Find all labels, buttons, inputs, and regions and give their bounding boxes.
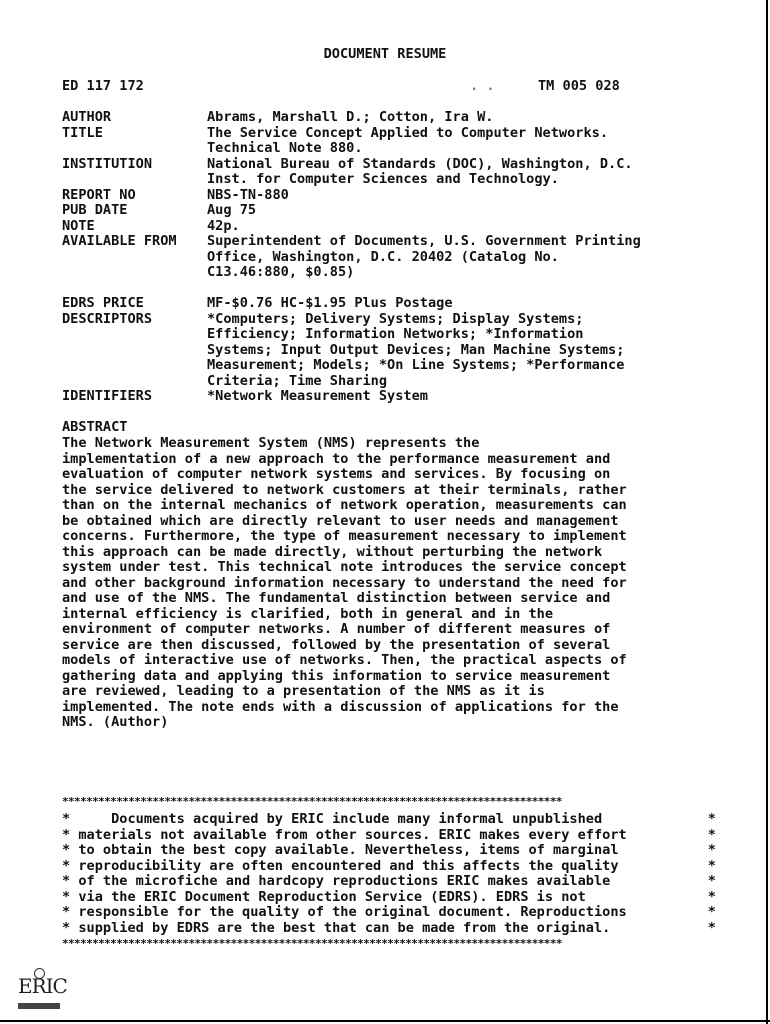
field-label: DESCRIPTORS <box>62 310 153 327</box>
field-value: *Computers; Delivery Systems; Display Systems; Efficiency; Information Networks; *Information Systems; Input Output Devices; Man Machine Systems; Measurement; Models; *On Line Systems; *Performance Criteria; Time Sharing <box>207 310 625 389</box>
abstract-heading: ABSTRACT <box>62 419 128 435</box>
reproduction-notice <box>62 812 716 936</box>
field-author <box>62 110 752 126</box>
field-label: NOTE <box>62 217 95 234</box>
field-label: INSTITUTION <box>62 155 153 172</box>
field-value: MF-$0.76 HC-$1.95 Plus Postage <box>207 295 453 311</box>
notice-line: * Documents acquired by ERIC include many informal unpublished * <box>62 811 716 827</box>
notice-border-top: *********************************************************************************** <box>62 795 562 808</box>
eric-logo <box>14 968 66 1014</box>
field-identifiers <box>62 389 752 405</box>
notice-line: * supplied by EDRS are the best that can be made from the original. * <box>62 919 716 936</box>
notice-line: * via the ERIC Document Reproduction Service (EDRS). EDRS is not * <box>62 888 716 905</box>
field-institution <box>62 157 752 188</box>
scan-specks: . . <box>470 78 495 94</box>
notice-line: * of the microfiche and hardcopy reproductions ERIC makes available * <box>62 873 716 889</box>
field-label: AVAILABLE FROM <box>62 233 177 249</box>
field-value: *Network Measurement System <box>207 388 428 404</box>
tm-number: TM 005 028 <box>538 78 620 94</box>
notice-line: * materials not available from other sources. ERIC makes every effort * <box>62 826 716 843</box>
field-value: 42p. <box>207 217 240 234</box>
field-value: The Service Concept Applied to Computer Networks. Technical Note 880. <box>207 124 609 156</box>
page-edge-right <box>766 0 768 1024</box>
field-label: IDENTIFIERS <box>62 388 153 404</box>
field-value: NBS-TN-880 <box>207 186 289 203</box>
logo-bar <box>18 1003 60 1009</box>
field-label: AUTHOR <box>62 109 112 125</box>
field-edrs-price <box>62 296 752 312</box>
field-label: EDRS PRICE <box>62 295 144 311</box>
field-note <box>62 219 752 235</box>
field-descriptors <box>62 312 752 390</box>
field-value: National Bureau of Standards (DOC), Washington, D.C. Inst. for Computer Sciences and Technology. <box>207 155 633 187</box>
field-available-from <box>62 234 752 281</box>
field-label: TITLE <box>62 124 103 141</box>
field-value: Superintendent of Documents, U.S. Government Printing Office, Washington, D.C. 20402 (Catalog No. C13.46:880, $0.85) <box>207 233 641 280</box>
notice-line: * reproducibility are often encountered and this affects the quality * <box>62 857 716 874</box>
field-value: Abrams, Marshall D.; Cotton, Ira W. <box>207 109 494 125</box>
page-edge-bottom <box>0 1020 770 1022</box>
document-title: DOCUMENT RESUME <box>323 46 447 62</box>
field-title <box>62 126 752 157</box>
field-label: REPORT NO <box>62 186 136 203</box>
notice-line: * to obtain the best copy available. Nevertheless, items of marginal * <box>62 842 716 858</box>
field-value: Aug 75 <box>207 202 257 218</box>
notice-border-bottom: *********************************************************************************** <box>62 937 562 950</box>
notice-line: * responsible for the quality of the original document. Reproductions * <box>62 904 716 920</box>
abstract-text: The Network Measurement System (NMS) represents the implementation of a new approach to the performance measurement and evaluation of computer network systems and services. By focusing on the service delivered to network customers at their terminals, rather than on the internal mechanics of network operation, measurements can be obtained which are directly relevant to user needs and management concerns. Furthermore, the type of measurement necessary to implement this approach can be made directly, without perturbing the network system under test. This technical note introduces the service concept and other background information necessary to understand the need for and use of the NMS. The fundamental distinction between service and internal efficiency is clarified, both in general and in the environment of computer networks. A number of different measures of service are then discussed, followed by the presentation of several models of interactive use of networks. Then, the practical aspects of gathering data and applying this information to service measurement are reviewed, leading to a presentation of the NMS as it is implemented. The note ends with a discussion of applications for the NMS. (Author) <box>62 435 627 730</box>
logo-text: ERIC <box>18 974 67 998</box>
ed-number: ED 117 172 <box>62 78 144 94</box>
field-label: PUB DATE <box>62 202 128 218</box>
field-report-no <box>62 188 752 204</box>
field-pub-date <box>62 203 752 219</box>
metadata-fields <box>62 110 752 405</box>
